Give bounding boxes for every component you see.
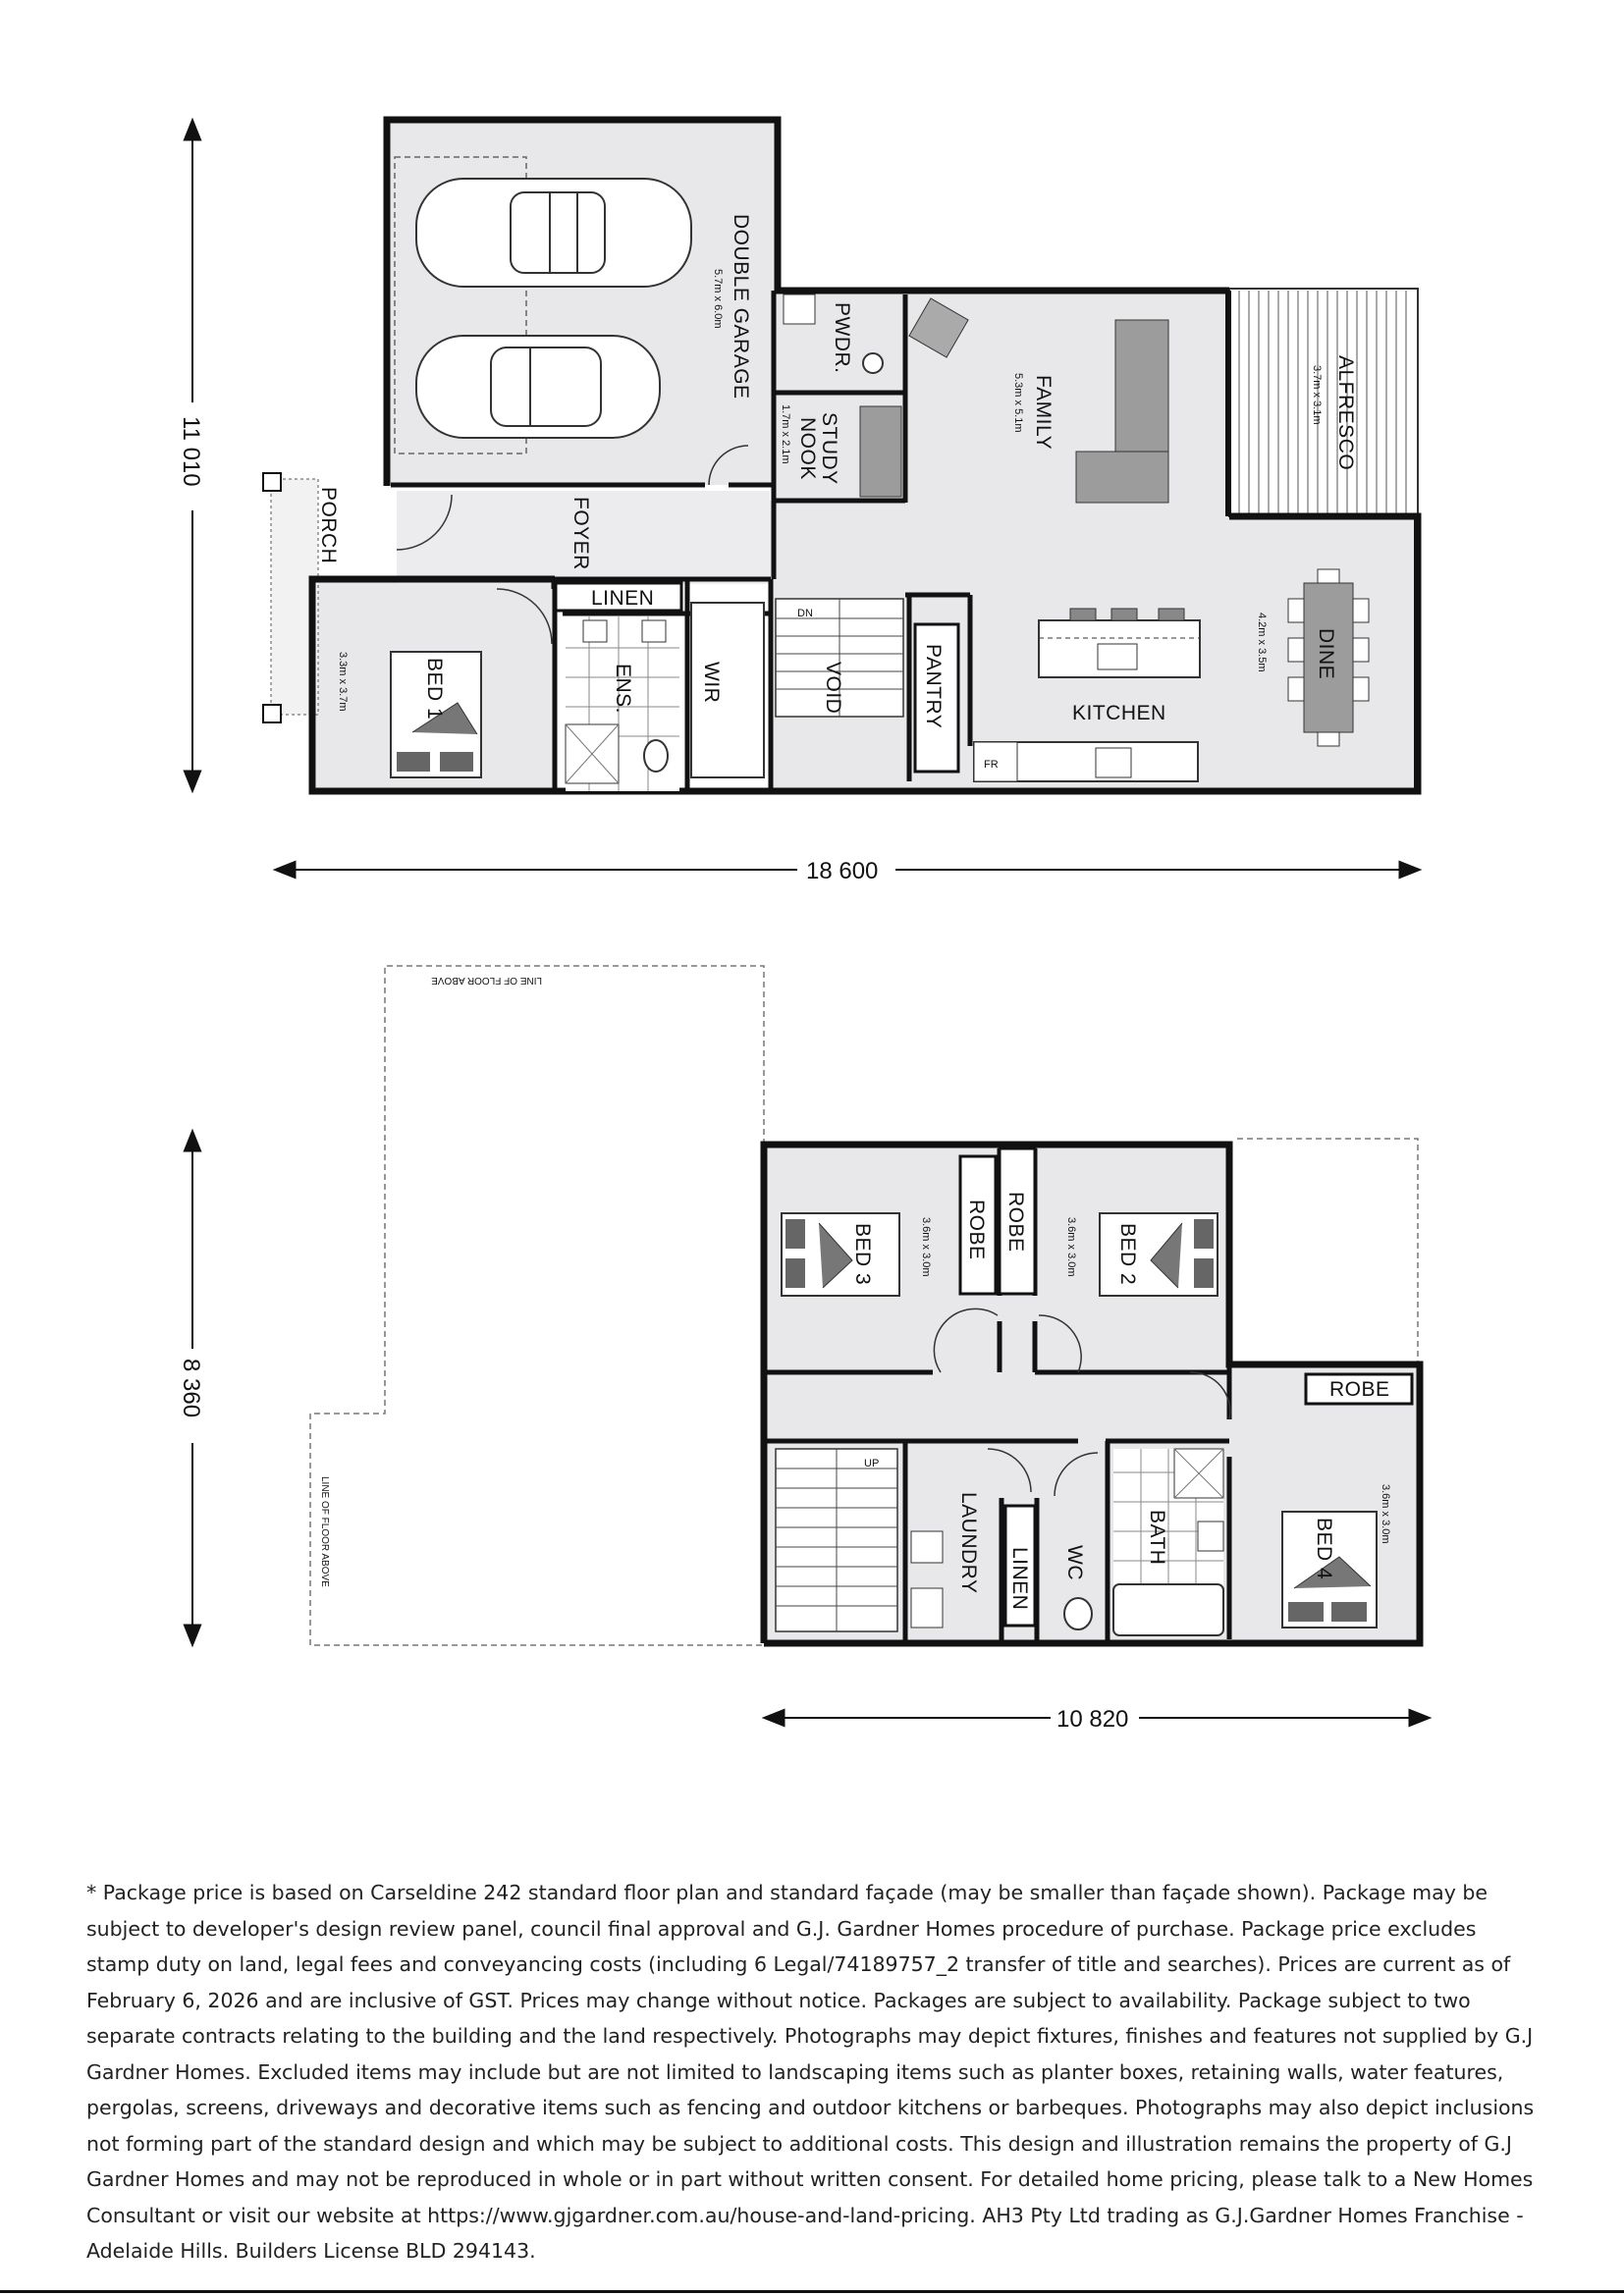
- family-label: FAMILY: [1032, 375, 1055, 451]
- wc-label: WC: [1063, 1545, 1086, 1580]
- fridge-label: FR: [984, 759, 999, 771]
- void-stairs: [776, 599, 903, 717]
- study-size: 1.7m x 2.1m: [780, 404, 791, 464]
- ground-floor-plan: [178, 120, 1420, 884]
- ens-label: ENS.: [612, 664, 634, 715]
- study-label-line2: NOOK: [796, 417, 819, 480]
- stairs-up: [776, 1449, 897, 1631]
- bed-2-size: 3.6m x 3.0m: [1065, 1217, 1077, 1277]
- alfresco-size: 3.7m x 3.1m: [1311, 365, 1323, 425]
- robe-c-label: ROBE: [1329, 1378, 1390, 1401]
- bed-1-size: 3.3m x 3.7m: [337, 652, 349, 712]
- kitchen-label: KITCHEN: [1072, 702, 1166, 724]
- dine-size: 4.2m x 3.5m: [1256, 613, 1268, 672]
- car-icon: [416, 336, 660, 438]
- bath-label: BATH: [1146, 1510, 1168, 1566]
- bed-4-label: BED 4: [1313, 1518, 1335, 1580]
- page-bottom-rule: [0, 2290, 1624, 2293]
- robe-a-label: ROBE: [965, 1200, 988, 1260]
- up-label: UP: [864, 1458, 880, 1469]
- dn-label: DN: [797, 608, 813, 619]
- ground-width-dimension: 18 600: [806, 858, 879, 884]
- alfresco-decking: [1229, 289, 1418, 516]
- linen-label: LINEN: [591, 587, 655, 610]
- line-of-floor-above-note: LINE OF FLOOR ABOVE: [431, 975, 542, 986]
- alfresco-label: ALFRESCO: [1334, 355, 1357, 471]
- wir-label: WIR: [700, 662, 723, 704]
- bed-3-label: BED 3: [851, 1223, 874, 1286]
- family-size: 5.3m x 5.1m: [1012, 373, 1024, 433]
- robe-b-label: ROBE: [1004, 1192, 1027, 1253]
- pricing-disclaimer: * Package price is based on Carseldine 242 standard floor plan and standard façade (may be smaller than façade shown). Package may be subject to developer's design review panel, council final approval and G.J. Gardner Homes procedure of purchase. Package price excludes stamp duty on land, legal fees and conveyancing costs (including 6 Legal/74189757_2 transfer of title and searches). Prices are current as of February 6, 2026 and are inclusive of GST. Prices may change without notice. Packages are subject to availability. Package subject to two separate contracts relating to the building and the land respectively. Photographs may depict fixtures, finishes and features not supplied by G.J Gardner Homes. Excluded items may include but are not limited to landscaping items such as planter boxes, retaining walls, water features, pergolas, screens, driveways and decorative items such as fencing and outdoor kitchens or barbeques. Photographs may also depict inclusions not forming part of the standard design and which may be subject to additional costs. This design and illustration remains the property of G.J Gardner Homes and may not be reproduced in whole or in part without written consent. For detailed home pricing, please talk to a New Homes Consultant or visit our website at https://www.gjgardner.com.au/house-and-land-pricing. AH3 Pty Ltd trading as G.J.Gardner Homes Franchise - Adelaide Hills. Builders License BLD 294143.: [86, 1881, 1535, 2263]
- ground-depth-dimension: 11 010: [178, 416, 204, 487]
- dine-label: DINE: [1315, 628, 1337, 680]
- bathroom: [1113, 1449, 1223, 1635]
- pantry-label: PANTRY: [922, 644, 945, 729]
- foyer-label: FOYER: [569, 497, 592, 570]
- laundry-label: LAUNDRY: [957, 1492, 980, 1594]
- double-garage-size: 5.7m x 6.0m: [712, 269, 724, 329]
- line-of-floor-above-note: LINE OF FLOOR ABOVE: [319, 1476, 330, 1587]
- bed-4-size: 3.6m x 3.0m: [1380, 1484, 1391, 1544]
- study-label-line1: STUDY: [818, 412, 840, 485]
- porch-label: PORCH: [317, 487, 340, 564]
- void-label: VOID: [822, 662, 844, 715]
- bed-2-label: BED 2: [1116, 1223, 1139, 1286]
- upper-linen-label: LINEN: [1008, 1547, 1031, 1611]
- upper-width-dimension: 10 820: [1056, 1706, 1129, 1733]
- car-icon: [416, 179, 691, 287]
- double-garage-label: DOUBLE GARAGE: [730, 214, 752, 400]
- bed-1-label: BED 1: [423, 658, 446, 721]
- bed-3-size: 3.6m x 3.0m: [920, 1217, 932, 1277]
- pwdr-label: PWDR.: [831, 302, 853, 374]
- upper-depth-dimension: 8 360: [178, 1359, 204, 1418]
- upper-floor-plan: [178, 966, 1430, 1733]
